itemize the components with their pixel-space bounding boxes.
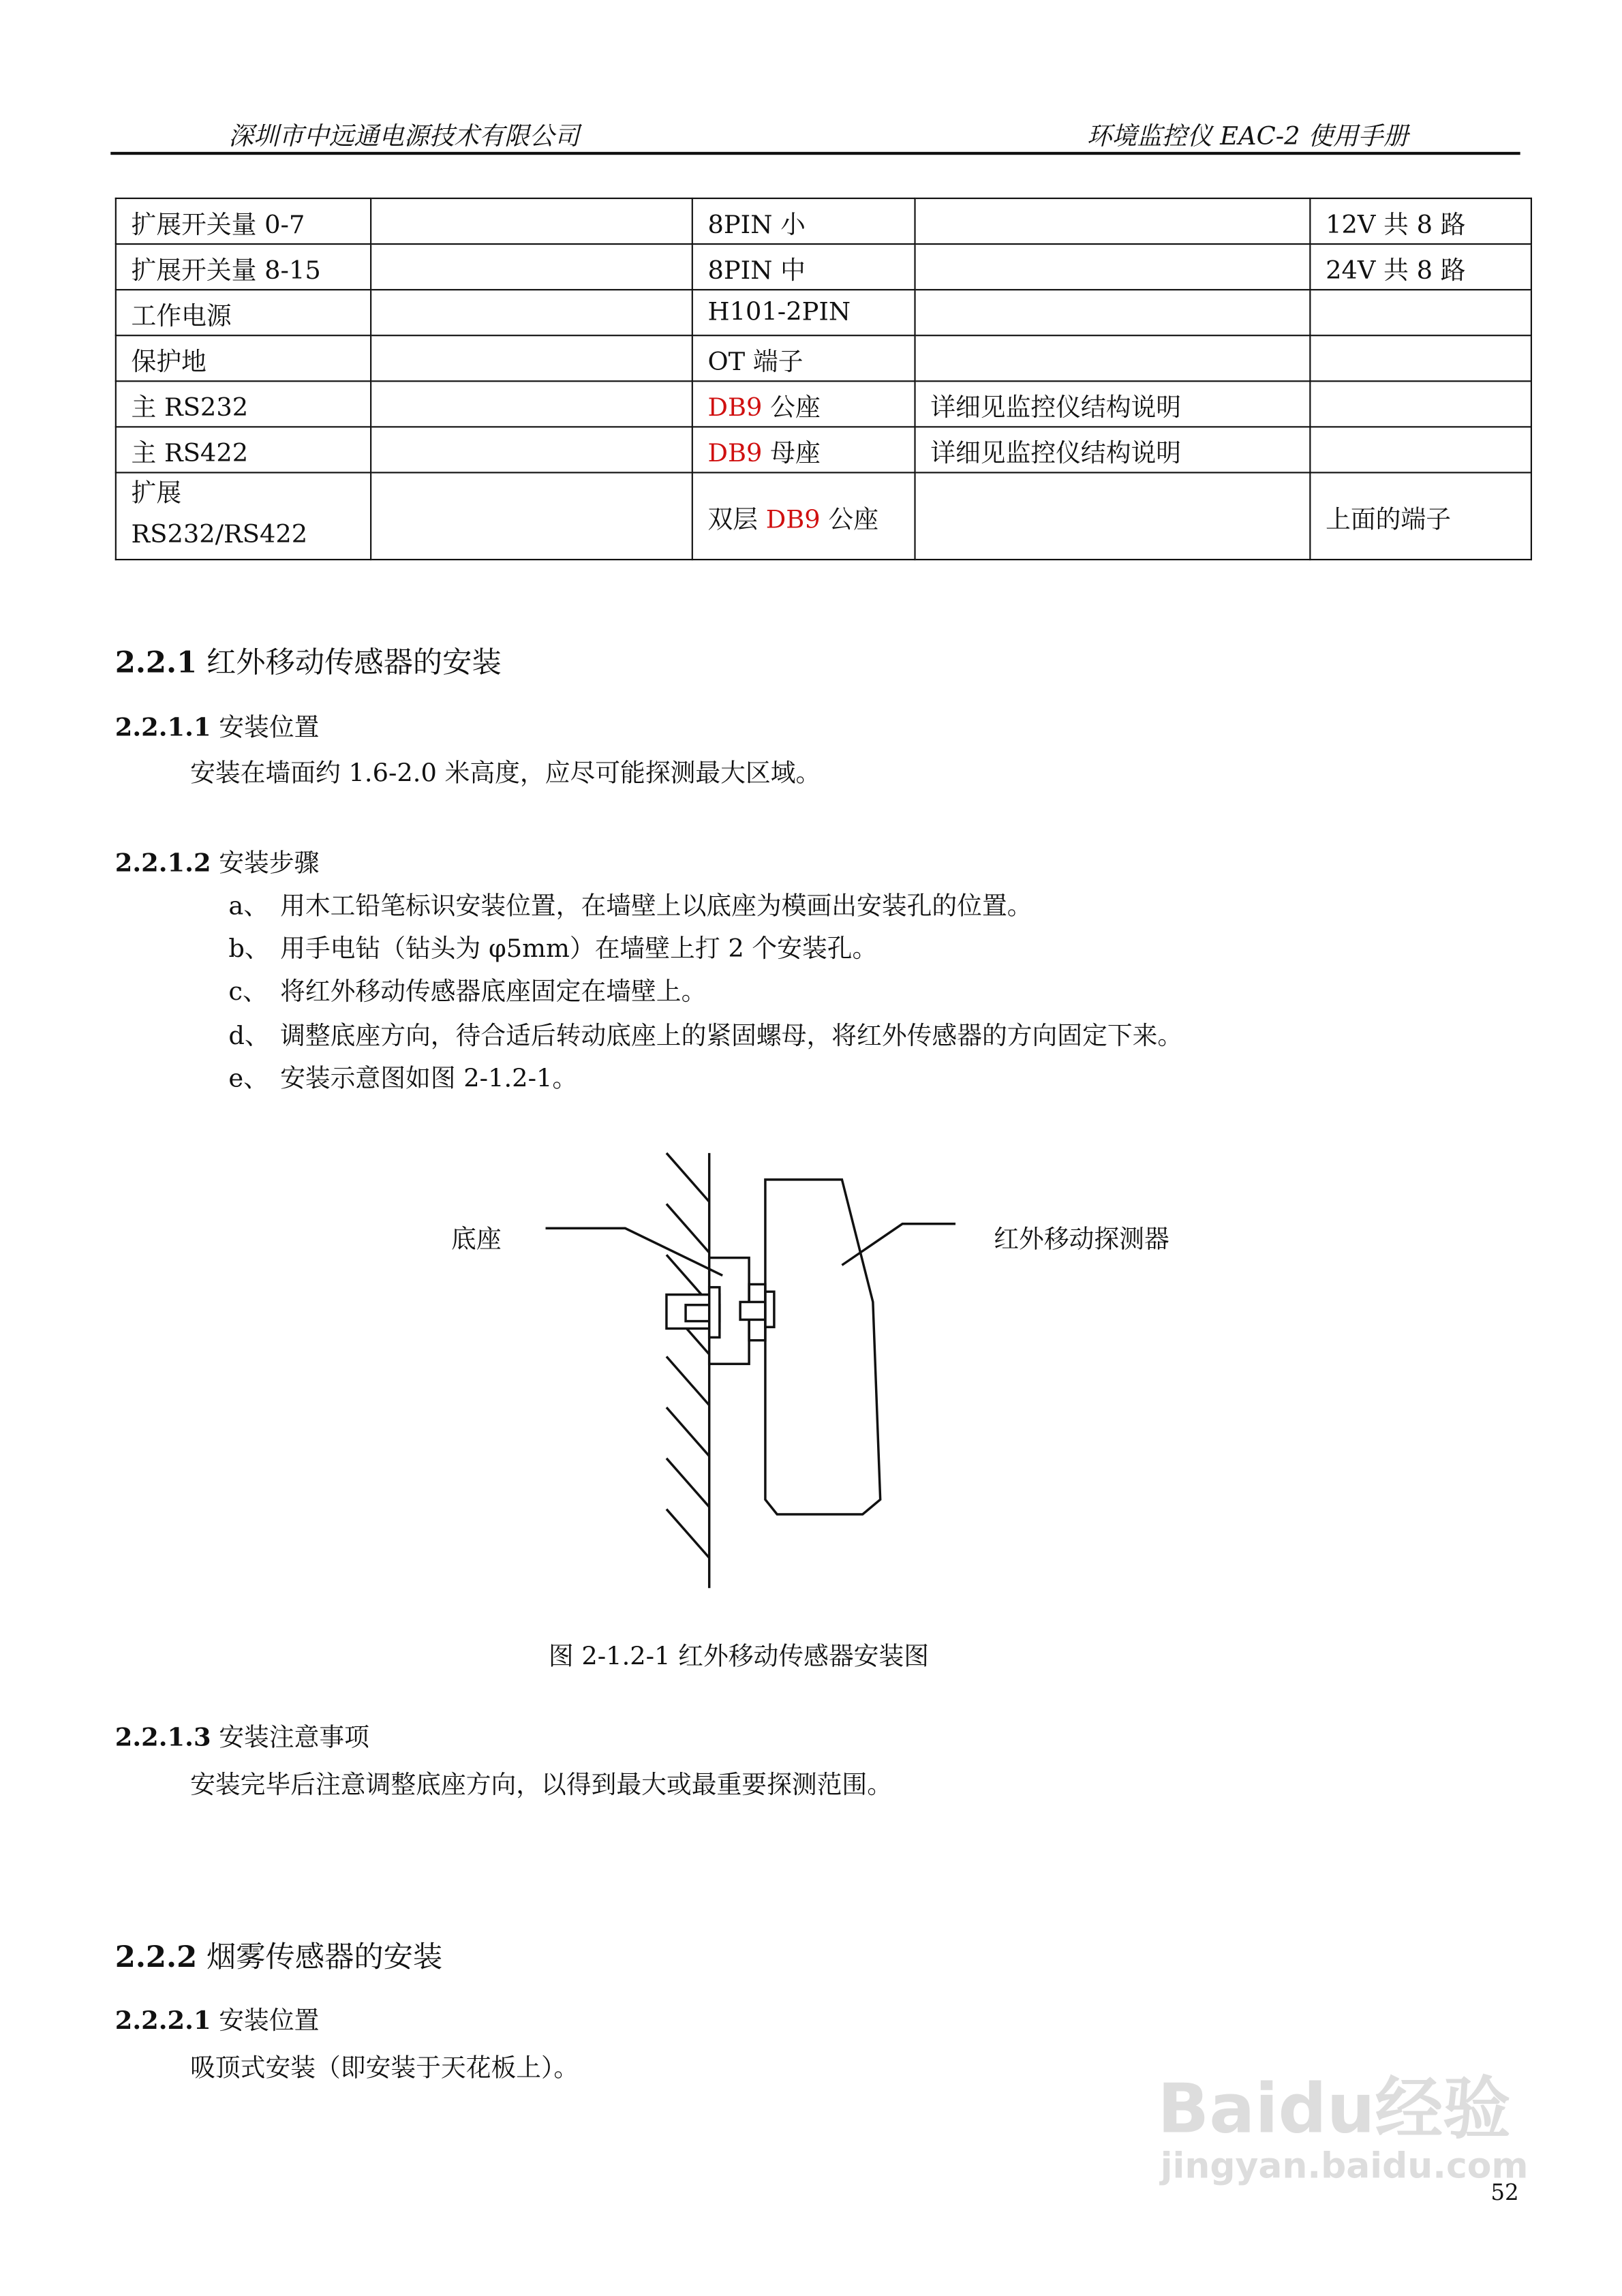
table-cell: 上面的端子 <box>1310 472 1531 560</box>
section-heading-2-2-1: 2.2.1 红外移动传感器的安装 <box>114 644 502 680</box>
section-heading-2-2-1-3: 2.2.1.3 安装注意事项 <box>114 1724 369 1754</box>
section-heading-2-2-1-1: 2.2.1.1 安装位置 <box>114 714 320 744</box>
table-cell: 详细见监控仪结构说明 <box>915 427 1311 472</box>
page-number: 52 <box>1490 2179 1519 2206</box>
step-marker: b、 <box>228 935 270 965</box>
table-cell: 8PIN 小 <box>692 198 915 244</box>
wall-hatch-line <box>667 1458 709 1507</box>
header-company: 深圳市中远通电源技术有限公司 <box>228 122 580 152</box>
header-manual-title: 环境监控仪 EAC-2 使用手册 <box>1086 122 1409 152</box>
step-marker: d、 <box>228 1021 270 1051</box>
label-detector: 红外移动探测器 <box>994 1225 1169 1255</box>
table-cell: 扩展 RS232/RS422 <box>116 472 371 560</box>
section-heading-2-2-2-1: 2.2.2.1 安装位置 <box>114 2006 320 2036</box>
table-cell: 8PIN 中 <box>692 244 915 290</box>
table-cell: 主 RS422 <box>116 427 371 472</box>
table-cell: DB9 母座 <box>692 427 915 472</box>
table-cell: 详细见监控仪结构说明 <box>915 381 1311 427</box>
paragraph: 安装在墙面约 1.6-2.0 米高度，应尽可能探测最大区域。 <box>190 759 821 789</box>
table-cell: 工作电源 <box>116 290 371 335</box>
step-text: 将红外移动传感器底座固定在墙壁上。 <box>280 978 707 1008</box>
step-marker: e、 <box>228 1064 269 1094</box>
wall-hatch-line <box>667 1357 709 1405</box>
table-cell: H101-2PIN <box>692 290 915 335</box>
step-text: 安装示意图如图 2-1.2-1。 <box>280 1064 578 1094</box>
table-cell: 双层 DB9 公座 <box>692 472 915 560</box>
step-text: 调整底座方向，待合适后转动底座上的紧固螺母，将红外传感器的方向固定下来。 <box>280 1021 1183 1051</box>
table-cell: 12V 共 8 路 <box>1310 198 1531 244</box>
table-cell: 扩展开关量 8-15 <box>116 244 371 290</box>
step-marker: c、 <box>228 978 268 1008</box>
section-heading-2-2-1-2: 2.2.1.2 安装步骤 <box>114 849 320 879</box>
paragraph: 吸顶式安装（即安装于天花板上）。 <box>190 2053 579 2084</box>
table-cell: DB9 公座 <box>692 381 915 427</box>
table-cell: OT 端子 <box>692 335 915 381</box>
step-text: 用手电钻（钻头为 φ5mm）在墙壁上打 2 个安装孔。 <box>280 935 878 965</box>
wall-hatch-line <box>667 1153 709 1201</box>
step-marker: a、 <box>228 891 269 922</box>
label-base: 底座 <box>451 1225 502 1255</box>
section-heading-2-2-2: 2.2.2 烟雾传感器的安装 <box>114 1939 443 1975</box>
table-cell: 扩展开关量 0-7 <box>116 198 371 244</box>
table-cell: 主 RS232 <box>116 381 371 427</box>
baidu-watermark: Baidu经验 jingyan.baidu.com <box>1157 2068 1529 2187</box>
step-text: 用木工铅笔标识安装位置，在墙壁上以底座为模画出安装孔的位置。 <box>280 891 1032 922</box>
table-cell: 24V 共 8 路 <box>1310 244 1531 290</box>
paragraph: 安装完毕后注意调整底座方向，以得到最大或最重要探测范围。 <box>190 1771 892 1801</box>
wall-hatch-line <box>667 1204 709 1253</box>
table-cell: 保护地 <box>116 335 371 381</box>
figure-caption: 图 2-1.2-1 红外移动传感器安装图 <box>548 1642 930 1672</box>
wall-hatch-line <box>667 1509 709 1557</box>
wall-hatch-line <box>667 1407 709 1456</box>
